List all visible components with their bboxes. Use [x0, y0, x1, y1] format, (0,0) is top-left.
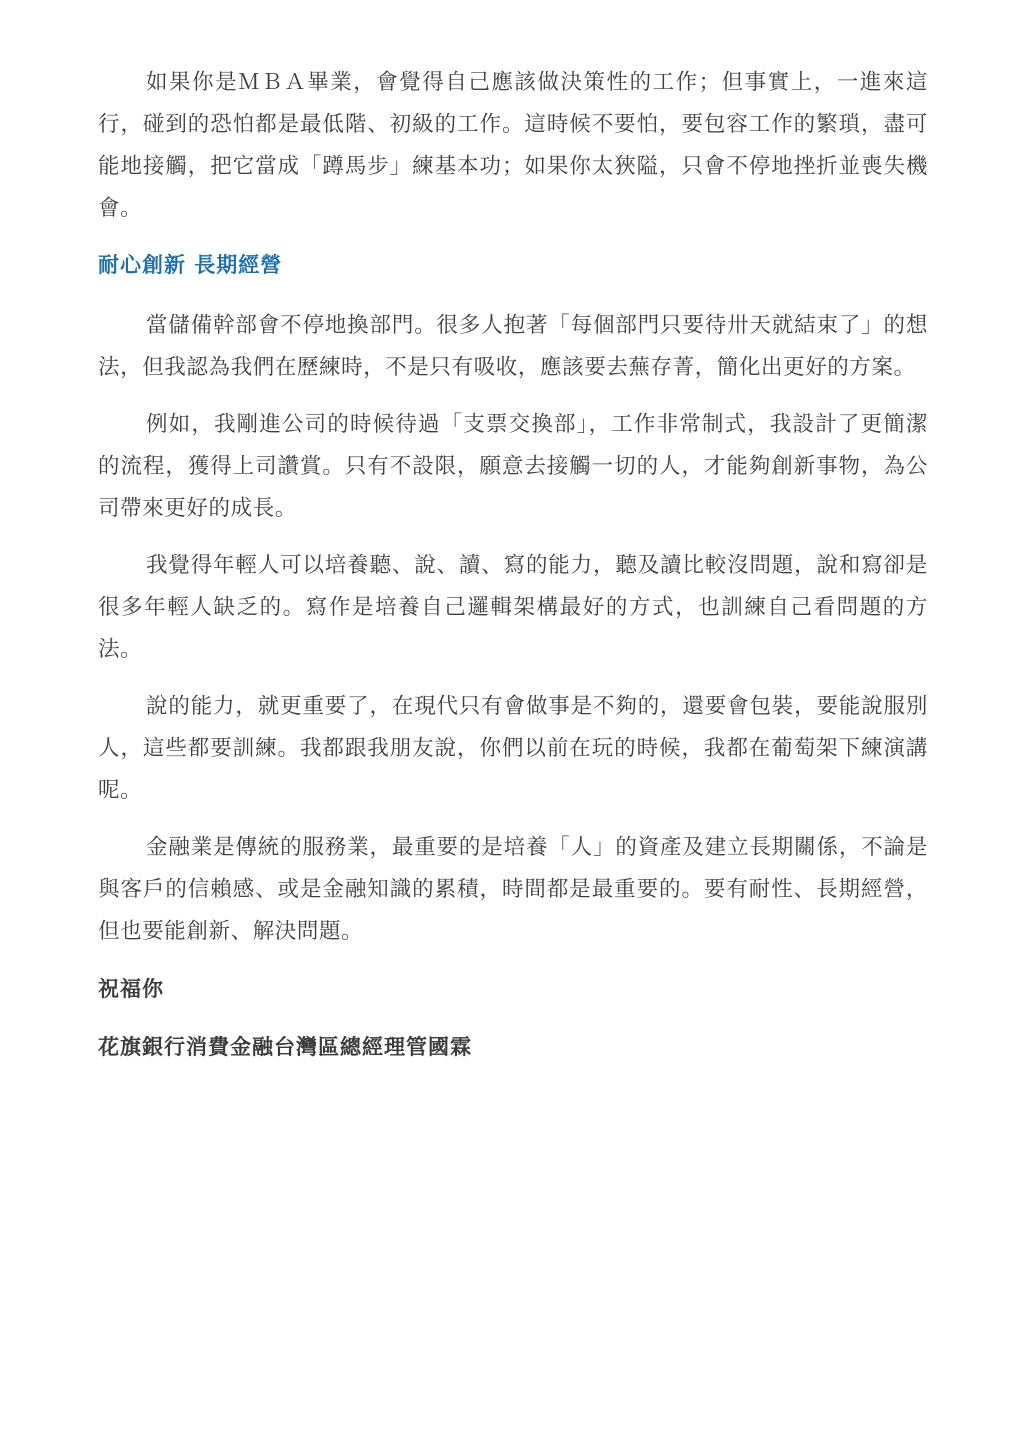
body-paragraph-5: 金融業是傳統的服務業，最重要的是培養「人」的資產及建立長期關係，不論是與客戶的信賴感、或是金融知識的累積，時間都是最重要的。要有耐性、長期經營，但也要能創新、解決問題。: [98, 835, 928, 944]
body-paragraph-1: 當儲備幹部會不停地換部門。很多人抱著「每個部門只要待卅天就結束了」的想法，但我認為我們在歷練時，不是只有吸收，應該要去蕪存菁，簡化出更好的方案。: [98, 313, 928, 380]
body-paragraph-2: 例如，我剛進公司的時候待過「支票交換部」，工作非常制式，我設計了更簡潔的流程，獲得上司讚賞。只有不設限，願意去接觸一切的人，才能夠創新事物，為公司帶來更好的成長。: [98, 412, 928, 521]
closing-line: 祝福你: [98, 977, 164, 1001]
intro-paragraph: 如果你是ＭＢＡ畢業，會覺得自己應該做決策性的工作；但事實上，一進來這行，碰到的恐怕都是最低階、初級的工作。這時候不要怕，要包容工作的繁瑣，盡可能地接觸，把它當成「蹲馬步」練基本功；如果你太狹隘，只會不停地挫折並喪失機會。: [98, 70, 928, 221]
document-page: [98, 62, 928, 1085]
section-heading: 耐心創新 長期經營: [98, 253, 283, 277]
body-paragraph-4: 說的能力，就更重要了，在現代只有會做事是不夠的，還要會包裝，要能說服別人，這些都要訓練。我都跟我朋友說，你們以前在玩的時候，我都在葡萄架下練演講呢。: [98, 694, 928, 803]
body-paragraph-3: 我覺得年輕人可以培養聽、說、讀、寫的能力，聽及讀比較沒問題，說和寫卻是很多年輕人缺乏的。寫作是培養自己邏輯架構最好的方式，也訓練自己看問題的方法。: [98, 553, 928, 662]
signature-line: 花旗銀行消費金融台灣區總經理管國霖: [98, 1035, 472, 1059]
